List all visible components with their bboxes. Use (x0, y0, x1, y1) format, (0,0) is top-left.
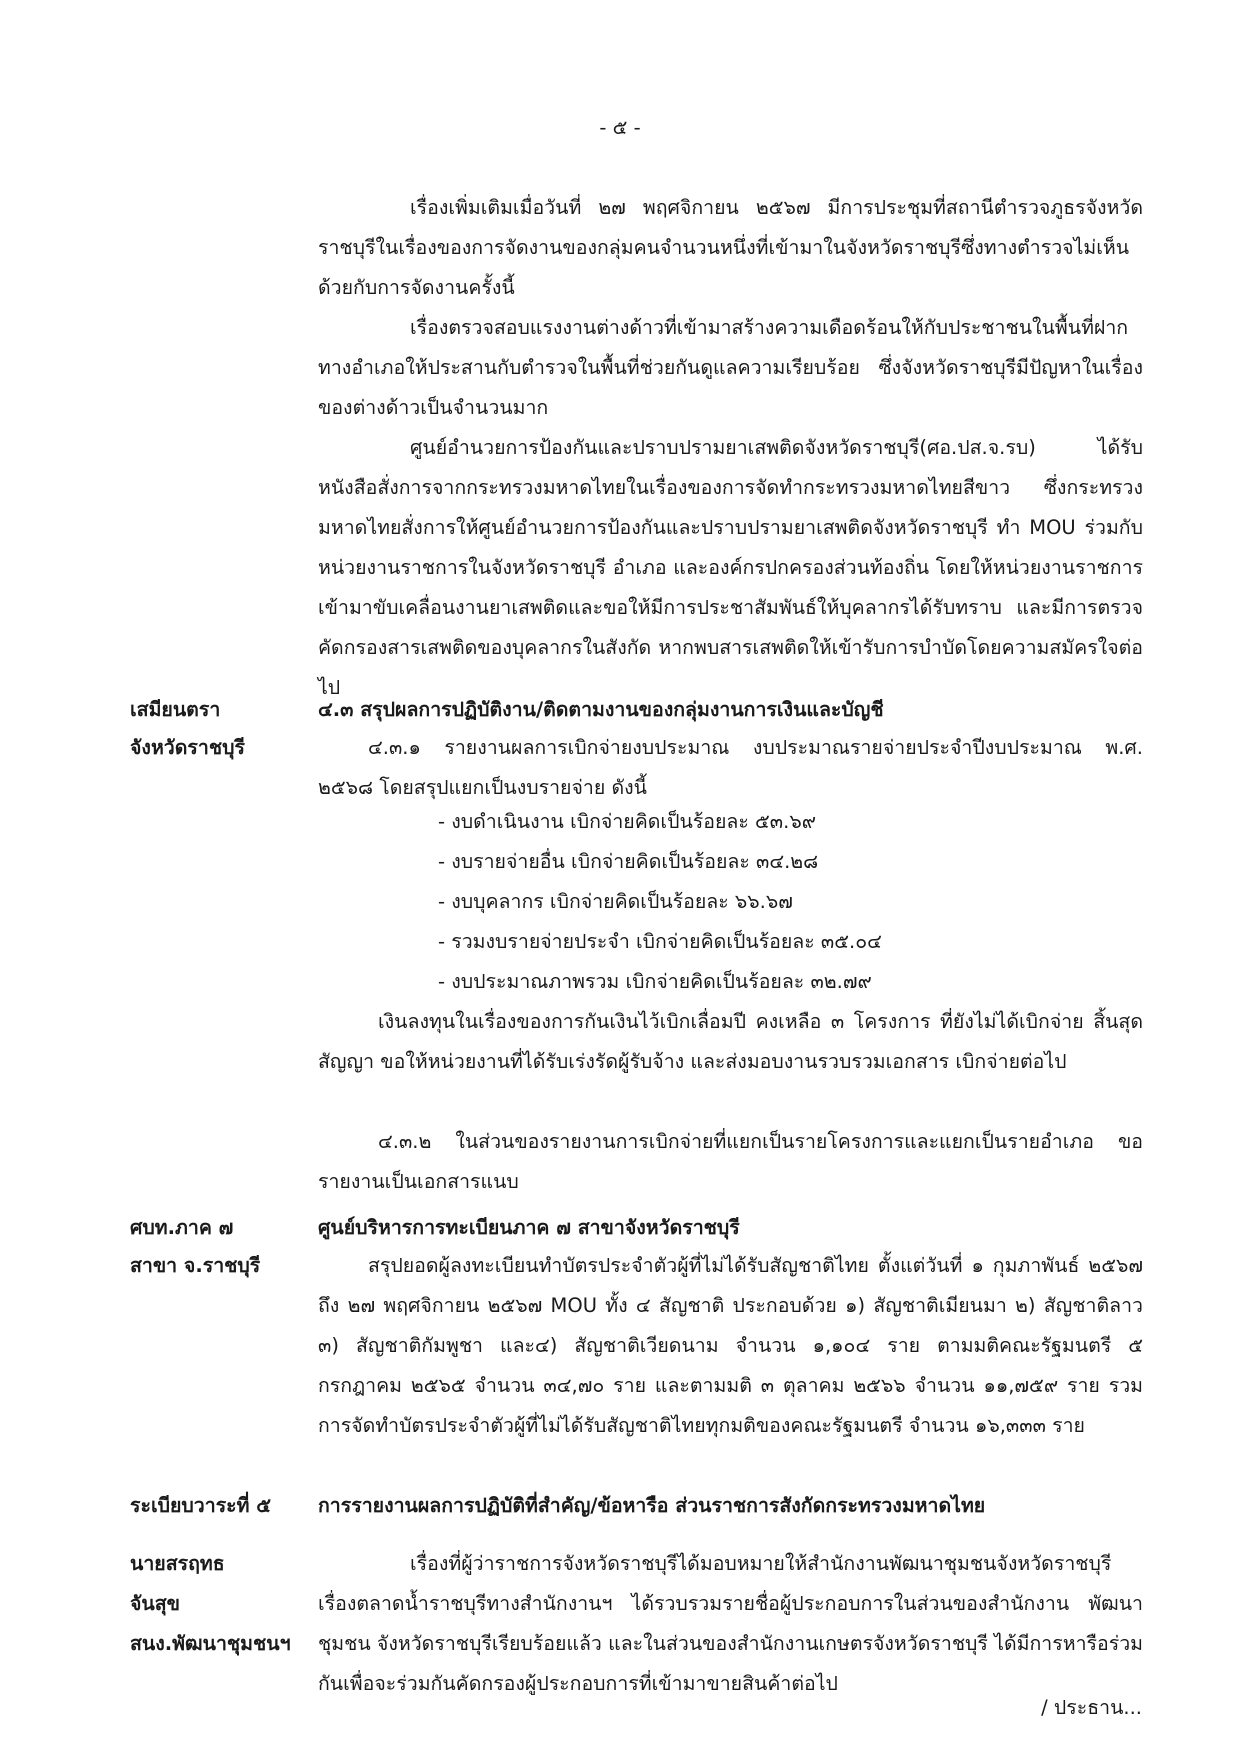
finance-item-1: - งบดำเนินงาน เบิกจ่ายคิดเป็นร้อยละ ๕๓.๖๙ (438, 810, 816, 833)
agenda-5-heading: การรายงานผลการปฏิบัติที่สำคัญ/ข้อหารือ ส่วนราชการสังกัดกระทรวงมหาดไทย (318, 1494, 986, 1517)
finance-paragraph-1: ๔.๓.๑ รายงานผลการเบิกจ่ายงบประมาณ งบประมาณรายจ่ายประจำปีงบประมาณ พ.ศ. ๒๕๖๘ โดยสรุปแยกเป็นงบรายจ่าย ดังนี้ (318, 736, 1143, 799)
finance-speaker-line-1: เสมียนตรา (130, 698, 221, 721)
page-number: - ๕ - (599, 116, 641, 139)
finance-item-2: - งบรายจ่ายอื่น เบิกจ่ายคิดเป็นร้อยละ ๓๔.๒๘ (438, 850, 819, 873)
registration-speaker-line-2: สาขา จ.ราชบุรี (130, 1254, 261, 1277)
community-speaker-line-3: สนง.พัฒนาชุมชนฯ (130, 1632, 291, 1655)
finance-speaker-line-2: จังหวัดราชบุรี (130, 736, 245, 759)
finance-paragraph-3: ๔.๓.๒ ในส่วนของรายงานการเบิกจ่ายที่แยกเป็นรายโครงการและแยกเป็นรายอำเภอ ขอรายงานเป็นเอกสารแนบ (318, 1130, 1143, 1193)
finance-item-5: - งบประมาณภาพรวม เบิกจ่ายคิดเป็นร้อยละ ๓๒.๗๙ (438, 970, 872, 993)
community-speaker-line-2: จันสุข (130, 1592, 180, 1615)
intro-paragraph-3: ศูนย์อำนวยการป้องกันและปราบปรามยาเสพติดจังหวัดราชบุรี(ศอ.ปส.จ.รบ) ได้รับหนังสือสั่งการจากกระทรวงมหาดไทยในเรื่องของการจัดทำกระทรวงมหาดไทยสีขาว ซึ่งกระทรวงมหาดไทยสั่งการให้ศูนย์อำนวยการป้องกันและปราบปรามยาเสพติดจังหวัดราชบุรี ทำ MOU ร่วมกับหน่วยงานราชการในจังหวัดราชบุรี อำเภอ และองค์กรปกครองส่วนท้องถิ่น โดยให้หน่วยงานราชการเข้ามาขับเคลื่อนงานยาเสพติดและขอให้มีการประชาสัมพันธ์ให้บุคลากรได้รับทราบ และมีการตรวจคัดกรองสารเสพติดของบุคลากรในสังกัด หากพบสารเสพติดให้เข้ารับการบำบัดโดยความสมัครใจต่อไป (318, 436, 1143, 699)
finance-item-4: - รวมงบรายจ่ายประจำ เบิกจ่ายคิดเป็นร้อยละ ๓๕.๐๔ (438, 930, 882, 953)
finance-item-3: - งบบุคลากร เบิกจ่ายคิดเป็นร้อยละ ๖๖.๖๗ (438, 890, 793, 913)
intro-paragraph-2: เรื่องตรวจสอบแรงงานต่างด้าวที่เข้ามาสร้างความเดือดร้อนให้กับประชาชนในพื้นที่ฝากทางอำเภอให้ประสานกับตำรวจในพื้นที่ช่วยกันดูแลความเรียบร้อย ซึ่งจังหวัดราชบุรีมีปัญหาในเรื่องของต่างด้าวเป็นจำนวนมาก (318, 316, 1143, 419)
community-speaker-line-1: นายสรฤทธ (130, 1552, 225, 1575)
agenda-5-label: ระเบียบวาระที่ ๕ (130, 1494, 272, 1517)
registration-paragraph: สรุปยอดผู้ลงทะเบียนทำบัตรประจำตัวผู้ที่ไม่ได้รับสัญชาติไทย ตั้งแต่วันที่ ๑ กุมภาพันธ์ ๒๕๖๗ ถึง ๒๗ พฤศจิกายน ๒๕๖๗ MOU ทั้ง ๔ สัญชาติ ประกอบด้วย ๑) สัญชาติเมียนมา ๒) สัญชาติลาว ๓) สัญชาติกัมพูชา และ๔) สัญชาติเวียดนาม จำนวน ๑,๑๐๔ ราย ตามมติคณะรัฐมนตรี ๕ กรกฎาคม ๒๕๖๕ จำนวน ๓๔,๗๐ ราย และตามมติ ๓ ตุลาคม ๒๕๖๖ จำนวน ๑๑,๗๕๙ ราย รวมการจัดทำบัตรประจำตัวผู้ที่ไม่ได้รับสัญชาติไทยทุกมติของคณะรัฐมนตรี จำนวน ๑๖,๓๓๓ ราย (318, 1254, 1143, 1437)
community-paragraph: เรื่องที่ผู้ว่าราชการจังหวัดราชบุรีได้มอบหมายให้สำนักงานพัฒนาชุมชนจังหวัดราชบุรี เรื่องตลาดน้ำราชบุรีทางสำนักงานฯ ได้รวบรวมรายชื่อผู้ประกอบการในส่วนของสำนักงาน พัฒนาชุมชน จังหวัดราชบุรีเรียบร้อยแล้ว และในส่วนของสำนักงานเกษตรจังหวัดราชบุรี ได้มีการหารือร่วมกันเพื่อจะร่วมกันคัดกรองผู้ประกอบการที่เข้ามาขายสินค้าต่อไป (318, 1552, 1143, 1695)
registration-speaker-line-1: ศบท.ภาค ๗ (130, 1216, 234, 1239)
finance-paragraph-2: เงินลงทุนในเรื่องของการกันเงินไว้เบิกเลื่อมปี คงเหลือ ๓ โครงการ ที่ยังไม่ได้เบิกจ่าย สิ้นสุดสัญญา ขอให้หน่วยงานที่ได้รับเร่งรัดผู้รับจ้าง และส่งมอบงานรวบรวมเอกสาร เบิกจ่ายต่อไป (318, 1010, 1143, 1073)
registration-heading: ศูนย์บริหารการทะเบียนภาค ๗ สาขาจังหวัดราชบุรี (318, 1216, 740, 1239)
intro-paragraph-1: เรื่องเพิ่มเติมเมื่อวันที่ ๒๗ พฤศจิกายน ๒๕๖๗ มีการประชุมที่สถานีตำรวจภูธรจังหวัดราชบุรีในเรื่องของการจัดงานของกลุ่มคนจำนวนหนึ่งที่เข้ามาในจังหวัดราชบุรีซึ่งทางตำรวจไม่เห็นด้วยกับการจัดงานครั้งนี้ (318, 196, 1143, 299)
continuation-marker: / ประธาน... (1041, 1696, 1142, 1719)
finance-heading: ๔.๓ สรุปผลการปฏิบัติงาน/ติดตามงานของกลุ่มงานการเงินและบัญชี (318, 698, 884, 721)
